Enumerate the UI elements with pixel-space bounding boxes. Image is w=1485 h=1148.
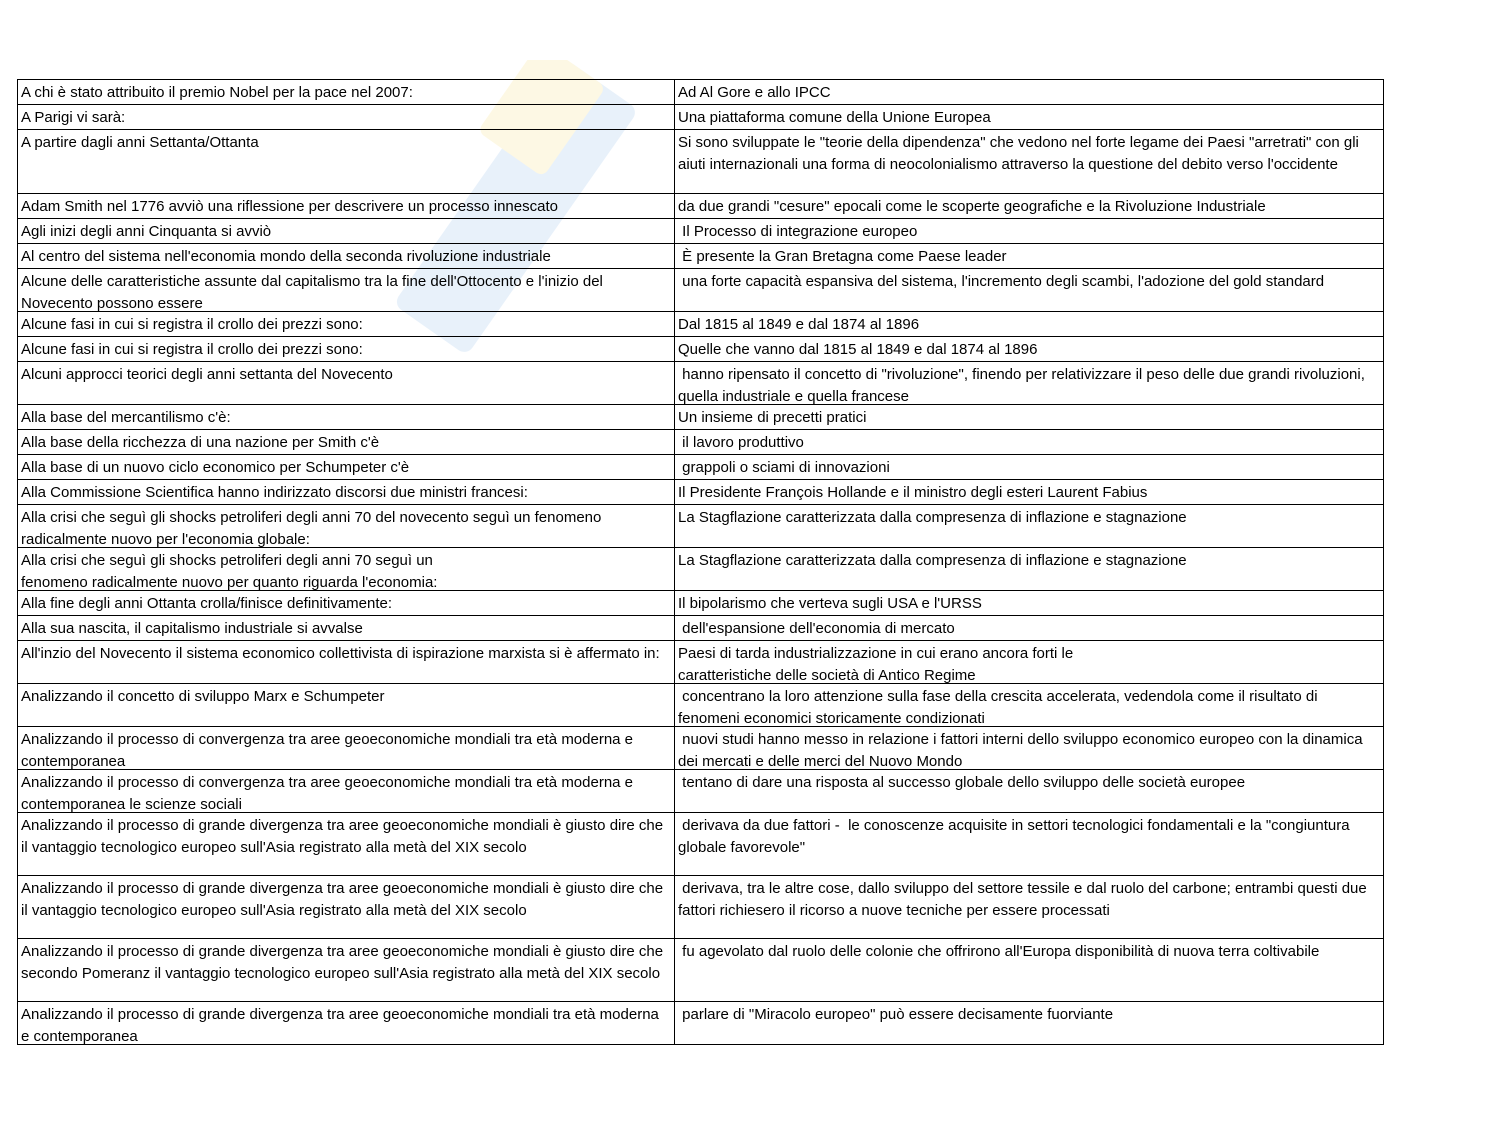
- question-cell: [18, 591, 675, 616]
- question-cell: [18, 194, 675, 219]
- question-text: Alla sua nascita, il capitalismo industriale si avvalse: [21, 620, 363, 637]
- question-cell: [18, 939, 675, 1002]
- answer-text: una forte capacità espansiva del sistema, l'incremento degli scambi, l'adozione del gold standard: [678, 273, 1325, 290]
- table-row: [18, 727, 1384, 770]
- question-cell: [18, 876, 675, 939]
- answer-cell: [675, 337, 1384, 362]
- question-cell: [18, 362, 675, 405]
- question-cell: [18, 684, 675, 727]
- answer-cell: [675, 770, 1384, 813]
- answer-text: dell'espansione dell'economia di mercato: [678, 620, 955, 637]
- table-row: [18, 80, 1384, 105]
- question-cell: [18, 130, 675, 194]
- question-cell: [18, 770, 675, 813]
- question-text: All'inzio del Novecento il sistema economico collettivista di ispirazione marxista si è affermato in:: [21, 645, 660, 662]
- question-cell: [18, 727, 675, 770]
- answer-text: da due grandi "cesure" epocali come le scoperte geografiche e la Rivoluzione Industriale: [678, 198, 1266, 215]
- answer-text: concentrano la loro attenzione sulla fase della crescita accelerata, vedendola come il risultato di fenomeni economici storicamente condizionati: [678, 688, 1322, 726]
- question-text: Alcune fasi in cui si registra il crollo dei prezzi sono:: [21, 316, 363, 333]
- question-text: Analizzando il processo di grande divergenza tra aree geoeconomiche mondiali è giusto dire che secondo Pomeranz il vantaggio tecnologico europeo sull'Asia registrato alla metà del XIX secolo: [21, 943, 668, 982]
- answer-text: Il bipolarismo che verteva sugli USA e l'URSS: [678, 595, 982, 612]
- answer-text: Quelle che vanno dal 1815 al 1849 e dal 1874 al 1896: [678, 341, 1038, 358]
- question-text: A chi è stato attribuito il premio Nobel per la pace nel 2007:: [21, 84, 413, 101]
- answer-cell: [675, 591, 1384, 616]
- table-row: [18, 684, 1384, 727]
- answer-text: nuovi studi hanno messo in relazione i fattori interni dello sviluppo economico europeo con la dinamica dei mercati e delle merci del Nuovo Mondo: [678, 731, 1367, 769]
- question-text: Analizzando il concetto di sviluppo Marx e Schumpeter: [21, 688, 385, 705]
- qa-table-body: [18, 80, 1384, 1045]
- answer-cell: [675, 430, 1384, 455]
- table-row: [18, 405, 1384, 430]
- table-row: [18, 770, 1384, 813]
- answer-text: È presente la Gran Bretagna come Paese leader: [678, 248, 1007, 265]
- table-row: [18, 337, 1384, 362]
- table-row: [18, 876, 1384, 939]
- question-text: Agli inizi degli anni Cinquanta si avviò: [21, 223, 272, 240]
- table-row: [18, 362, 1384, 405]
- table-row: [18, 455, 1384, 480]
- answer-text: Il Processo di integrazione europeo: [678, 223, 918, 240]
- answer-cell: [675, 269, 1384, 312]
- question-cell: [18, 105, 675, 130]
- answer-text: tentano di dare una risposta al successo globale dello sviluppo delle società europee: [678, 774, 1246, 791]
- table-row: [18, 219, 1384, 244]
- question-cell: [18, 244, 675, 269]
- qa-table: [17, 79, 1384, 1045]
- question-text: Alla fine degli anni Ottanta crolla/finisce definitivamente:: [21, 595, 393, 612]
- answer-cell: [675, 219, 1384, 244]
- question-cell: [18, 80, 675, 105]
- question-text: Al centro del sistema nell'economia mondo della seconda rivoluzione industriale: [21, 248, 551, 265]
- answer-text: Si sono sviluppate le "teorie della dipendenza" che vedono nel forte legame dei Paesi "arretrati" con gli aiuti internazionali una forma di neocolonialismo attraverso la questione del debito verso l'occidente: [678, 134, 1364, 173]
- answer-text: Ad Al Gore e allo IPCC: [678, 84, 831, 101]
- table-row: [18, 505, 1384, 548]
- table-row: [18, 813, 1384, 876]
- table-row: [18, 269, 1384, 312]
- question-text: Alcune fasi in cui si registra il crollo dei prezzi sono:: [21, 341, 363, 358]
- answer-text: hanno ripensato il concetto di "rivoluzione", finendo per relativizzare il peso delle due grandi rivoluzioni, quella industriale e quella francese: [678, 366, 1370, 404]
- answer-cell: [675, 684, 1384, 727]
- answer-text: Paesi di tarda industrializzazione in cui erano ancora forti le caratteristiche delle società di Antico Regime: [678, 645, 1074, 683]
- question-text: Analizzando il processo di grande divergenza tra aree geoeconomiche mondiali è giusto dire che il vantaggio tecnologico europeo sull'Asia registrato alla metà del XIX secolo: [21, 880, 668, 919]
- question-cell: [18, 337, 675, 362]
- table-row: [18, 430, 1384, 455]
- answer-cell: [675, 80, 1384, 105]
- question-text: Analizzando il processo di convergenza tra aree geoeconomiche mondiali tra età moderna e contemporanea: [21, 731, 638, 769]
- table-row: [18, 641, 1384, 684]
- question-cell: [18, 269, 675, 312]
- answer-cell: [675, 641, 1384, 684]
- answer-text: parlare di "Miracolo europeo" può essere decisamente fuorviante: [678, 1006, 1114, 1023]
- answer-cell: [675, 455, 1384, 480]
- table-row: [18, 312, 1384, 337]
- question-text: A partire dagli anni Settanta/Ottanta: [21, 134, 259, 151]
- question-cell: [18, 505, 675, 548]
- table-row: [18, 480, 1384, 505]
- question-text: A Parigi vi sarà:: [21, 109, 126, 126]
- question-text: Alla Commissione Scientifica hanno indirizzato discorsi due ministri francesi:: [21, 484, 528, 501]
- answer-text: fu agevolato dal ruolo delle colonie che offrirono all'Europa disponibilità di nuova terra coltivabile: [678, 943, 1320, 960]
- table-row: [18, 130, 1384, 194]
- table-row: [18, 1002, 1384, 1045]
- answer-cell: [675, 813, 1384, 876]
- answer-text: Il Presidente François Hollande e il ministro degli esteri Laurent Fabius: [678, 484, 1148, 501]
- answer-text: il lavoro produttivo: [678, 434, 804, 451]
- question-cell: [18, 219, 675, 244]
- question-text: Analizzando il processo di convergenza tra aree geoeconomiche mondiali tra età moderna e contemporanea le scienze sociali: [21, 774, 638, 812]
- answer-cell: [675, 505, 1384, 548]
- answer-cell: [675, 194, 1384, 219]
- answer-cell: [675, 727, 1384, 770]
- question-cell: [18, 1002, 675, 1045]
- answer-text: derivava da due fattori - le conoscenze acquisite in settori tecnologici fondamentali e la "congiuntura globale favorevole": [678, 817, 1354, 856]
- question-text: Alla base della ricchezza di una nazione per Smith c'è: [21, 434, 380, 451]
- answer-cell: [675, 939, 1384, 1002]
- answer-cell: [675, 480, 1384, 505]
- question-text: Adam Smith nel 1776 avviò una riflessione per descrivere un processo innescato: [21, 198, 558, 215]
- question-cell: [18, 455, 675, 480]
- answer-cell: [675, 616, 1384, 641]
- table-row: [18, 591, 1384, 616]
- question-text: Alla base di un nuovo ciclo economico per Schumpeter c'è: [21, 459, 410, 476]
- answer-text: derivava, tra le altre cose, dallo sviluppo del settore tessile e dal ruolo del carbone; entrambi questi due fattori richiesero il ricorso a nuove tecniche per essere processati: [678, 880, 1371, 919]
- question-text: Analizzando il processo di grande divergenza tra aree geoeconomiche mondiali è giusto dire che il vantaggio tecnologico europeo sull'Asia registrato alla metà del XIX secolo: [21, 817, 668, 856]
- answer-cell: [675, 130, 1384, 194]
- question-cell: [18, 813, 675, 876]
- answer-text: Una piattaforma comune della Unione Europea: [678, 109, 991, 126]
- table-row: [18, 616, 1384, 641]
- answer-cell: [675, 1002, 1384, 1045]
- question-cell: [18, 312, 675, 337]
- answer-text: La Stagflazione caratterizzata dalla compresenza di inflazione e stagnazione: [678, 509, 1187, 526]
- answer-cell: [675, 362, 1384, 405]
- question-text: Alla base del mercantilismo c'è:: [21, 409, 231, 426]
- table-row: [18, 548, 1384, 591]
- answer-text: Dal 1815 al 1849 e dal 1874 al 1896: [678, 316, 920, 333]
- question-cell: [18, 430, 675, 455]
- question-text: Alcune delle caratteristiche assunte dal capitalismo tra la fine dell'Ottocento e l'inizio del Novecento possono essere: [21, 273, 608, 311]
- question-cell: [18, 548, 675, 591]
- table-row: [18, 939, 1384, 1002]
- answer-text: grappoli o sciami di innovazioni: [678, 459, 890, 476]
- table-row: [18, 194, 1384, 219]
- question-text: Alla crisi che seguì gli shocks petroliferi degli anni 70 del novecento seguì un fenomeno radicalmente nuovo per l'economia globale:: [21, 509, 606, 547]
- table-row: [18, 244, 1384, 269]
- answer-cell: [675, 405, 1384, 430]
- answer-cell: [675, 244, 1384, 269]
- answer-text: Un insieme di precetti pratici: [678, 409, 867, 426]
- question-cell: [18, 641, 675, 684]
- table-row: [18, 105, 1384, 130]
- question-text: Alla crisi che seguì gli shocks petroliferi degli anni 70 seguì un fenomeno radicalmente nuovo per quanto riguarda l'economia:: [21, 552, 438, 590]
- answer-cell: [675, 876, 1384, 939]
- question-cell: [18, 480, 675, 505]
- question-cell: [18, 405, 675, 430]
- answer-cell: [675, 548, 1384, 591]
- question-cell: [18, 616, 675, 641]
- question-text: Alcuni approcci teorici degli anni settanta del Novecento: [21, 366, 393, 383]
- question-text: Analizzando il processo di grande divergenza tra aree geoeconomiche mondiali tra età moderna e contemporanea: [21, 1006, 664, 1044]
- answer-cell: [675, 312, 1384, 337]
- answer-text: La Stagflazione caratterizzata dalla compresenza di inflazione e stagnazione: [678, 552, 1187, 569]
- answer-cell: [675, 105, 1384, 130]
